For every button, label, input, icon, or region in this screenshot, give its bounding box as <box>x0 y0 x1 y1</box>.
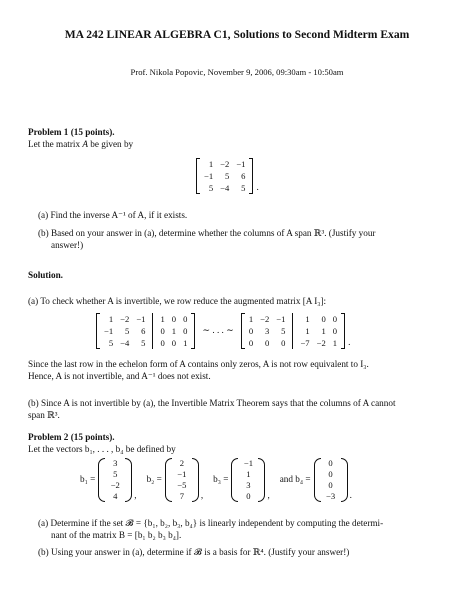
matrix-entry: 1 <box>305 314 310 324</box>
vector-entry: 5 <box>113 469 118 479</box>
matrix-entry: −7 <box>300 338 310 348</box>
vector-entry: 0 <box>328 480 333 490</box>
matrix-entry: 0 <box>160 326 165 336</box>
augment-separator <box>292 337 293 349</box>
right-bracket <box>341 313 345 349</box>
augmented-matrix-left <box>96 313 195 349</box>
matrix-entry: 1 <box>160 314 165 324</box>
solution-a-text: (a) To check whether A is invertible, we row reduce the augmented matrix [A I₃]: <box>28 296 327 306</box>
matrix-entry: −4 <box>120 338 130 348</box>
left-paren <box>231 458 238 502</box>
solution-b-line2: span ℝ³. <box>28 410 60 420</box>
matrix-entry: 0 <box>171 314 177 324</box>
augment-separator <box>292 325 293 337</box>
matrix-entry: 0 <box>265 338 270 348</box>
column-vector <box>165 458 199 502</box>
matrix-entry: 0 <box>281 338 286 348</box>
column-vector <box>314 458 348 502</box>
problem1-intro-post: be given by <box>87 139 134 149</box>
matrix-entry: 1 <box>183 338 188 348</box>
left-paren <box>98 458 105 502</box>
vector-entry: −1 <box>243 458 254 468</box>
vector-entry: 0 <box>246 491 251 501</box>
problem1-heading: Problem 1 (15 points). <box>28 127 115 137</box>
problem2-part-b: (b) Using your answer in (a), determine if 𝓑 is a basis for ℝ⁴. (Justify your answer!) <box>38 547 350 557</box>
matrix-entry: 5 <box>141 338 146 348</box>
vector-separator: , <box>267 490 270 501</box>
matrix-entry: −1 <box>136 314 146 324</box>
solution-a-conclusion-line1: Since the last row in the echelon form of A contains only zeros, A is not row equivalent to I₃. <box>28 359 369 369</box>
row-reduction <box>96 313 350 349</box>
vector-entries <box>321 458 341 502</box>
matrix-entry: 1 <box>108 314 114 324</box>
vector-entry: 0 <box>328 469 333 479</box>
matrix-entry: 6 <box>141 326 146 336</box>
left-paren <box>314 458 321 502</box>
matrix-entry: −2 <box>220 159 230 169</box>
vector-entry: −3 <box>326 491 336 501</box>
problem2-part-a-line1: (a) Determine if the set 𝓑 = {b₁, b₂, b₃, b₄} is linearly independent by computing the determi- <box>38 518 384 528</box>
vector-separator: . <box>349 490 352 501</box>
augment-separator <box>152 325 153 337</box>
problem1-part-b-line2: answer!) <box>51 240 84 250</box>
matrix-entry: −1 <box>236 159 246 169</box>
left-paren <box>165 458 172 502</box>
matrix-a <box>196 158 253 194</box>
matrix-entry: −2 <box>316 338 326 348</box>
augment-separator <box>152 337 153 349</box>
right-paren <box>341 458 348 502</box>
right-paren <box>192 458 199 502</box>
right-paren <box>125 458 132 502</box>
vector-entry: 2 <box>179 458 184 468</box>
vector-entry: 4 <box>113 491 118 501</box>
vector-entries <box>172 458 192 502</box>
problem1-part-a: (a) Find the inverse A⁻¹ of A, if it exists. <box>38 210 188 220</box>
matrix-entry: 0 <box>332 326 338 336</box>
matrix-entry: 0 <box>183 314 188 324</box>
vector-entry: 3 <box>246 480 251 490</box>
right-bracket <box>191 313 195 349</box>
solution-heading: Solution. <box>28 270 63 280</box>
augmented-left-cells <box>100 313 191 349</box>
matrix-entry: 1 <box>321 326 326 336</box>
page-title: MA 242 LINEAR ALGEBRA C1, Solutions to Second Midterm Exam <box>64 28 410 41</box>
matrix-entry: 1 <box>332 338 338 348</box>
vector-label: and b₄ = <box>279 474 311 485</box>
matrix-entry: 0 <box>160 338 165 348</box>
vector-separator: , <box>200 490 204 501</box>
vector-entry: −2 <box>110 480 120 490</box>
matrix-entry: −1 <box>276 314 286 324</box>
vector-label: b₂ = <box>146 474 162 485</box>
vector-label: b₃ = <box>213 474 229 485</box>
matrix-entry: −1 <box>204 171 214 181</box>
augment-separator <box>292 313 293 325</box>
matrix-entry: −2 <box>260 314 270 324</box>
vector-entry: −5 <box>177 480 187 490</box>
matrix-entry: 3 <box>265 326 270 336</box>
vector-separator: , <box>134 490 137 501</box>
matrix-entry: 0 <box>332 314 338 324</box>
matrix-entry: 1 <box>305 326 310 336</box>
vector-entry: −1 <box>177 469 187 479</box>
matrix-entry: −4 <box>220 183 230 193</box>
matrix-entry: 1 <box>171 326 177 336</box>
matrix-entry: −2 <box>120 314 130 324</box>
matrix-entry: 6 <box>241 171 246 181</box>
row-equivalence: ∼ . . . ∼ <box>202 325 234 336</box>
right-bracket <box>249 158 253 194</box>
problem1-intro-pre: Let the matrix <box>28 139 83 149</box>
problem1-part-b-line1: (b) Based on your answer in (a), determine whether the columns of A span ℝ³. (Justify your <box>38 228 376 238</box>
matrix-entry: 1 <box>208 159 214 169</box>
matrix-entry: 0 <box>248 338 254 348</box>
vector-label: b₁ = <box>80 474 96 485</box>
vector-entry: 7 <box>179 491 184 501</box>
matrix-entry: −1 <box>104 326 114 336</box>
problem2-part-a-line2: nant of the matrix B = [b₁ b₂ b₃ b₄]. <box>51 530 182 540</box>
augmented-end: . <box>348 337 351 348</box>
augmented-matrix-right <box>241 313 345 349</box>
matrix-a-end: . <box>256 182 259 193</box>
problem1-intro-var: A <box>82 139 88 149</box>
augment-separator <box>152 313 153 325</box>
matrix-entry: 5 <box>241 183 246 193</box>
matrix-entry: 5 <box>281 326 286 336</box>
vector-entry: 3 <box>113 458 118 468</box>
matrix-entry: 0 <box>321 314 326 324</box>
problem2-intro: Let the vectors b₁, . . . , b₄ be defined by <box>28 444 176 454</box>
matrix-entry: 0 <box>248 326 254 336</box>
matrix-entry: 5 <box>108 338 114 348</box>
matrix-entry: 5 <box>208 183 214 193</box>
solution-b-line1: (b) Since A is not invertible by (a), the Invertible Matrix Theorem says that the columns of A cannot <box>28 398 396 408</box>
matrix-a-cells <box>200 158 249 194</box>
solution-a-conclusion-line2: Hence, A is not invertible, and A⁻¹ does not exist. <box>28 371 211 381</box>
problem1-intro <box>28 139 133 151</box>
right-paren <box>258 458 265 502</box>
vector-definitions <box>80 458 352 502</box>
vector-entry: 0 <box>328 458 333 468</box>
exam-info: Prof. Nikola Popovic, November 9, 2006, 09:30am - 10:50am <box>130 67 344 77</box>
matrix-entry: 1 <box>248 314 254 324</box>
problem2-heading: Problem 2 (15 points). <box>28 432 115 442</box>
matrix-entry: 0 <box>183 326 188 336</box>
vector-entries <box>105 458 125 502</box>
vector-entries <box>238 458 258 502</box>
augmented-right-cells <box>245 313 341 349</box>
column-vector <box>98 458 132 502</box>
vector-entry: 1 <box>246 469 251 479</box>
matrix-a-block <box>196 158 259 194</box>
matrix-entry: 5 <box>225 171 230 181</box>
column-vector <box>231 458 265 502</box>
matrix-entry: 0 <box>171 338 177 348</box>
matrix-entry: 5 <box>125 326 130 336</box>
